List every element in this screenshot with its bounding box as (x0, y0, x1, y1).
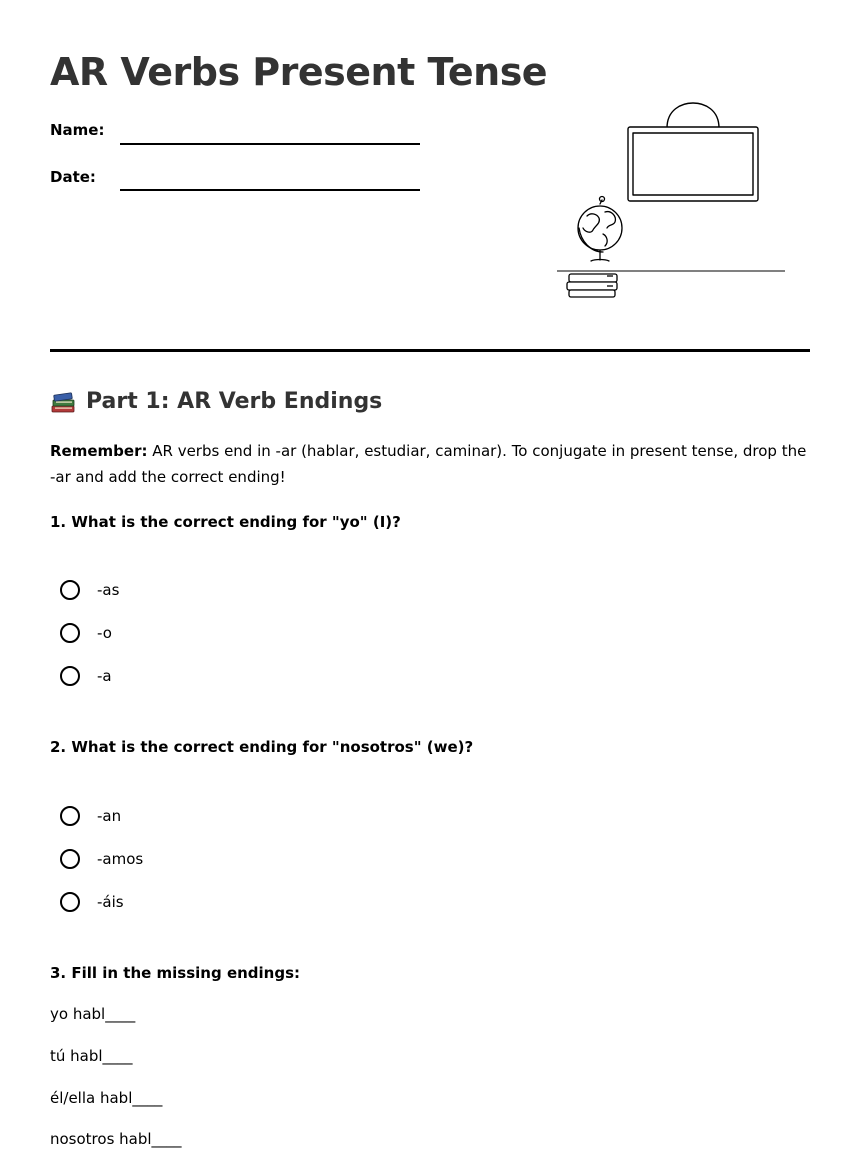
books-icon (50, 390, 76, 414)
whiteboard-icon (628, 103, 758, 201)
fill-item-tu[interactable]: tú habl____ (50, 1047, 133, 1065)
globe-icon (578, 197, 622, 262)
remember-note (50, 438, 810, 490)
classroom-illustration (555, 100, 790, 305)
part1-heading (50, 389, 382, 414)
option-label: -an (97, 807, 122, 825)
radio-button[interactable] (60, 580, 80, 600)
name-label: Name: (50, 121, 105, 139)
radio-button[interactable] (60, 806, 80, 826)
radio-button[interactable] (60, 666, 80, 686)
books-icon (567, 274, 617, 297)
fill-item-yo[interactable]: yo habl____ (50, 1005, 136, 1023)
option-label: -as (97, 581, 120, 599)
option-q1-o[interactable] (60, 621, 112, 645)
question-3: 3. Fill in the missing endings: (50, 964, 301, 982)
option-q2-amos[interactable] (60, 847, 143, 871)
fill-item-el-ella[interactable]: él/ella habl____ (50, 1089, 163, 1107)
question-1: 1. What is the correct ending for "yo" (I)? (50, 513, 401, 531)
name-field[interactable] (120, 143, 420, 145)
radio-button[interactable] (60, 892, 80, 912)
remember-label: Remember: (50, 442, 148, 460)
radio-button[interactable] (60, 623, 80, 643)
page-title: AR Verbs Present Tense (50, 50, 548, 94)
question-2: 2. What is the correct ending for "nosotros" (we)? (50, 738, 474, 756)
fill-item-nosotros[interactable]: nosotros habl____ (50, 1130, 182, 1148)
part1-title: Part 1: AR Verb Endings (86, 389, 383, 414)
date-label: Date: (50, 168, 96, 186)
radio-button[interactable] (60, 849, 80, 869)
option-label: -amos (97, 850, 144, 868)
option-q1-a[interactable] (60, 664, 112, 688)
option-q2-ais[interactable] (60, 890, 124, 914)
option-q1-as[interactable] (60, 578, 119, 602)
section-divider (50, 349, 810, 352)
option-label: -áis (97, 893, 124, 911)
option-label: -a (97, 667, 112, 685)
option-label: -o (97, 624, 112, 642)
date-field[interactable] (120, 189, 420, 191)
remember-text: AR verbs end in -ar (hablar, estudiar, caminar). To conjugate in present tense, drop the -ar and add the correct ending! (50, 442, 807, 486)
option-q2-an[interactable] (60, 804, 121, 828)
